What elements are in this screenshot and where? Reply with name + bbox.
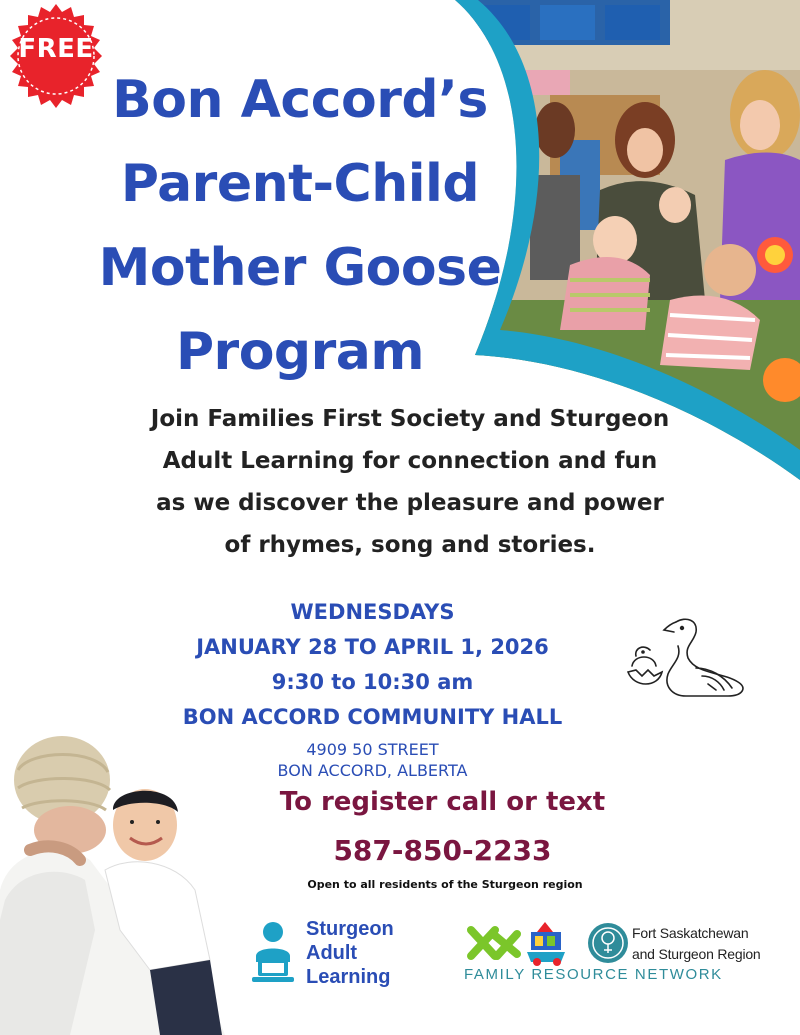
title-line-3: Mother Goose <box>98 238 502 298</box>
schedule-day: WEDNESDAYS <box>290 600 455 624</box>
fsr-line-2: and Sturgeon Region <box>632 946 761 962</box>
eligibility-note: Open to all residents of the Sturgeon region <box>307 878 583 891</box>
mother-goose-icon <box>624 616 756 700</box>
sal-line-3: Learning <box>306 966 391 988</box>
phone-number[interactable]: 587-850-2233 <box>333 834 552 867</box>
intro-line-2: Adult Learning for connection and fun <box>162 448 658 474</box>
intro-line-1: Join Families First Society and Sturgeon <box>150 406 670 432</box>
title-line-1: Bon Accord’s <box>112 70 488 130</box>
families-first-logo-icon <box>465 918 585 968</box>
sal-line-1: Sturgeon <box>306 918 394 940</box>
intro-line-3: as we discover the pleasure and power <box>156 490 664 516</box>
fort-saskatchewan-tree-icon <box>587 922 629 964</box>
venue-name: BON ACCORD COMMUNITY HALL <box>182 705 563 729</box>
schedule-dates: JANUARY 28 TO APRIL 1, 2026 <box>196 635 549 659</box>
fsr-line-1: Fort Saskatchewan <box>632 925 749 941</box>
page-title <box>60 58 540 394</box>
title-line-4: Program <box>175 322 425 382</box>
intro-line-4: of rhymes, song and stories. <box>224 532 596 558</box>
venue-address-street: 4909 50 STREET <box>306 740 439 759</box>
parent-child-photo <box>0 730 230 1035</box>
sturgeon-adult-learning-logo <box>306 917 394 989</box>
intro-paragraph <box>150 398 670 566</box>
free-badge-label: FREE <box>18 34 94 64</box>
register-heading: To register call or text <box>279 787 606 817</box>
title-line-2: Parent-Child <box>120 154 480 214</box>
family-resource-network-label: FAMILY RESOURCE NETWORK <box>464 966 723 983</box>
venue-address-city: BON ACCORD, ALBERTA <box>277 761 468 780</box>
sal-line-2: Adult <box>306 942 358 964</box>
schedule-time: 9:30 to 10:30 am <box>271 670 474 694</box>
sturgeon-learning-computer-icon <box>248 920 298 986</box>
fort-saskatchewan-logo <box>632 923 761 965</box>
